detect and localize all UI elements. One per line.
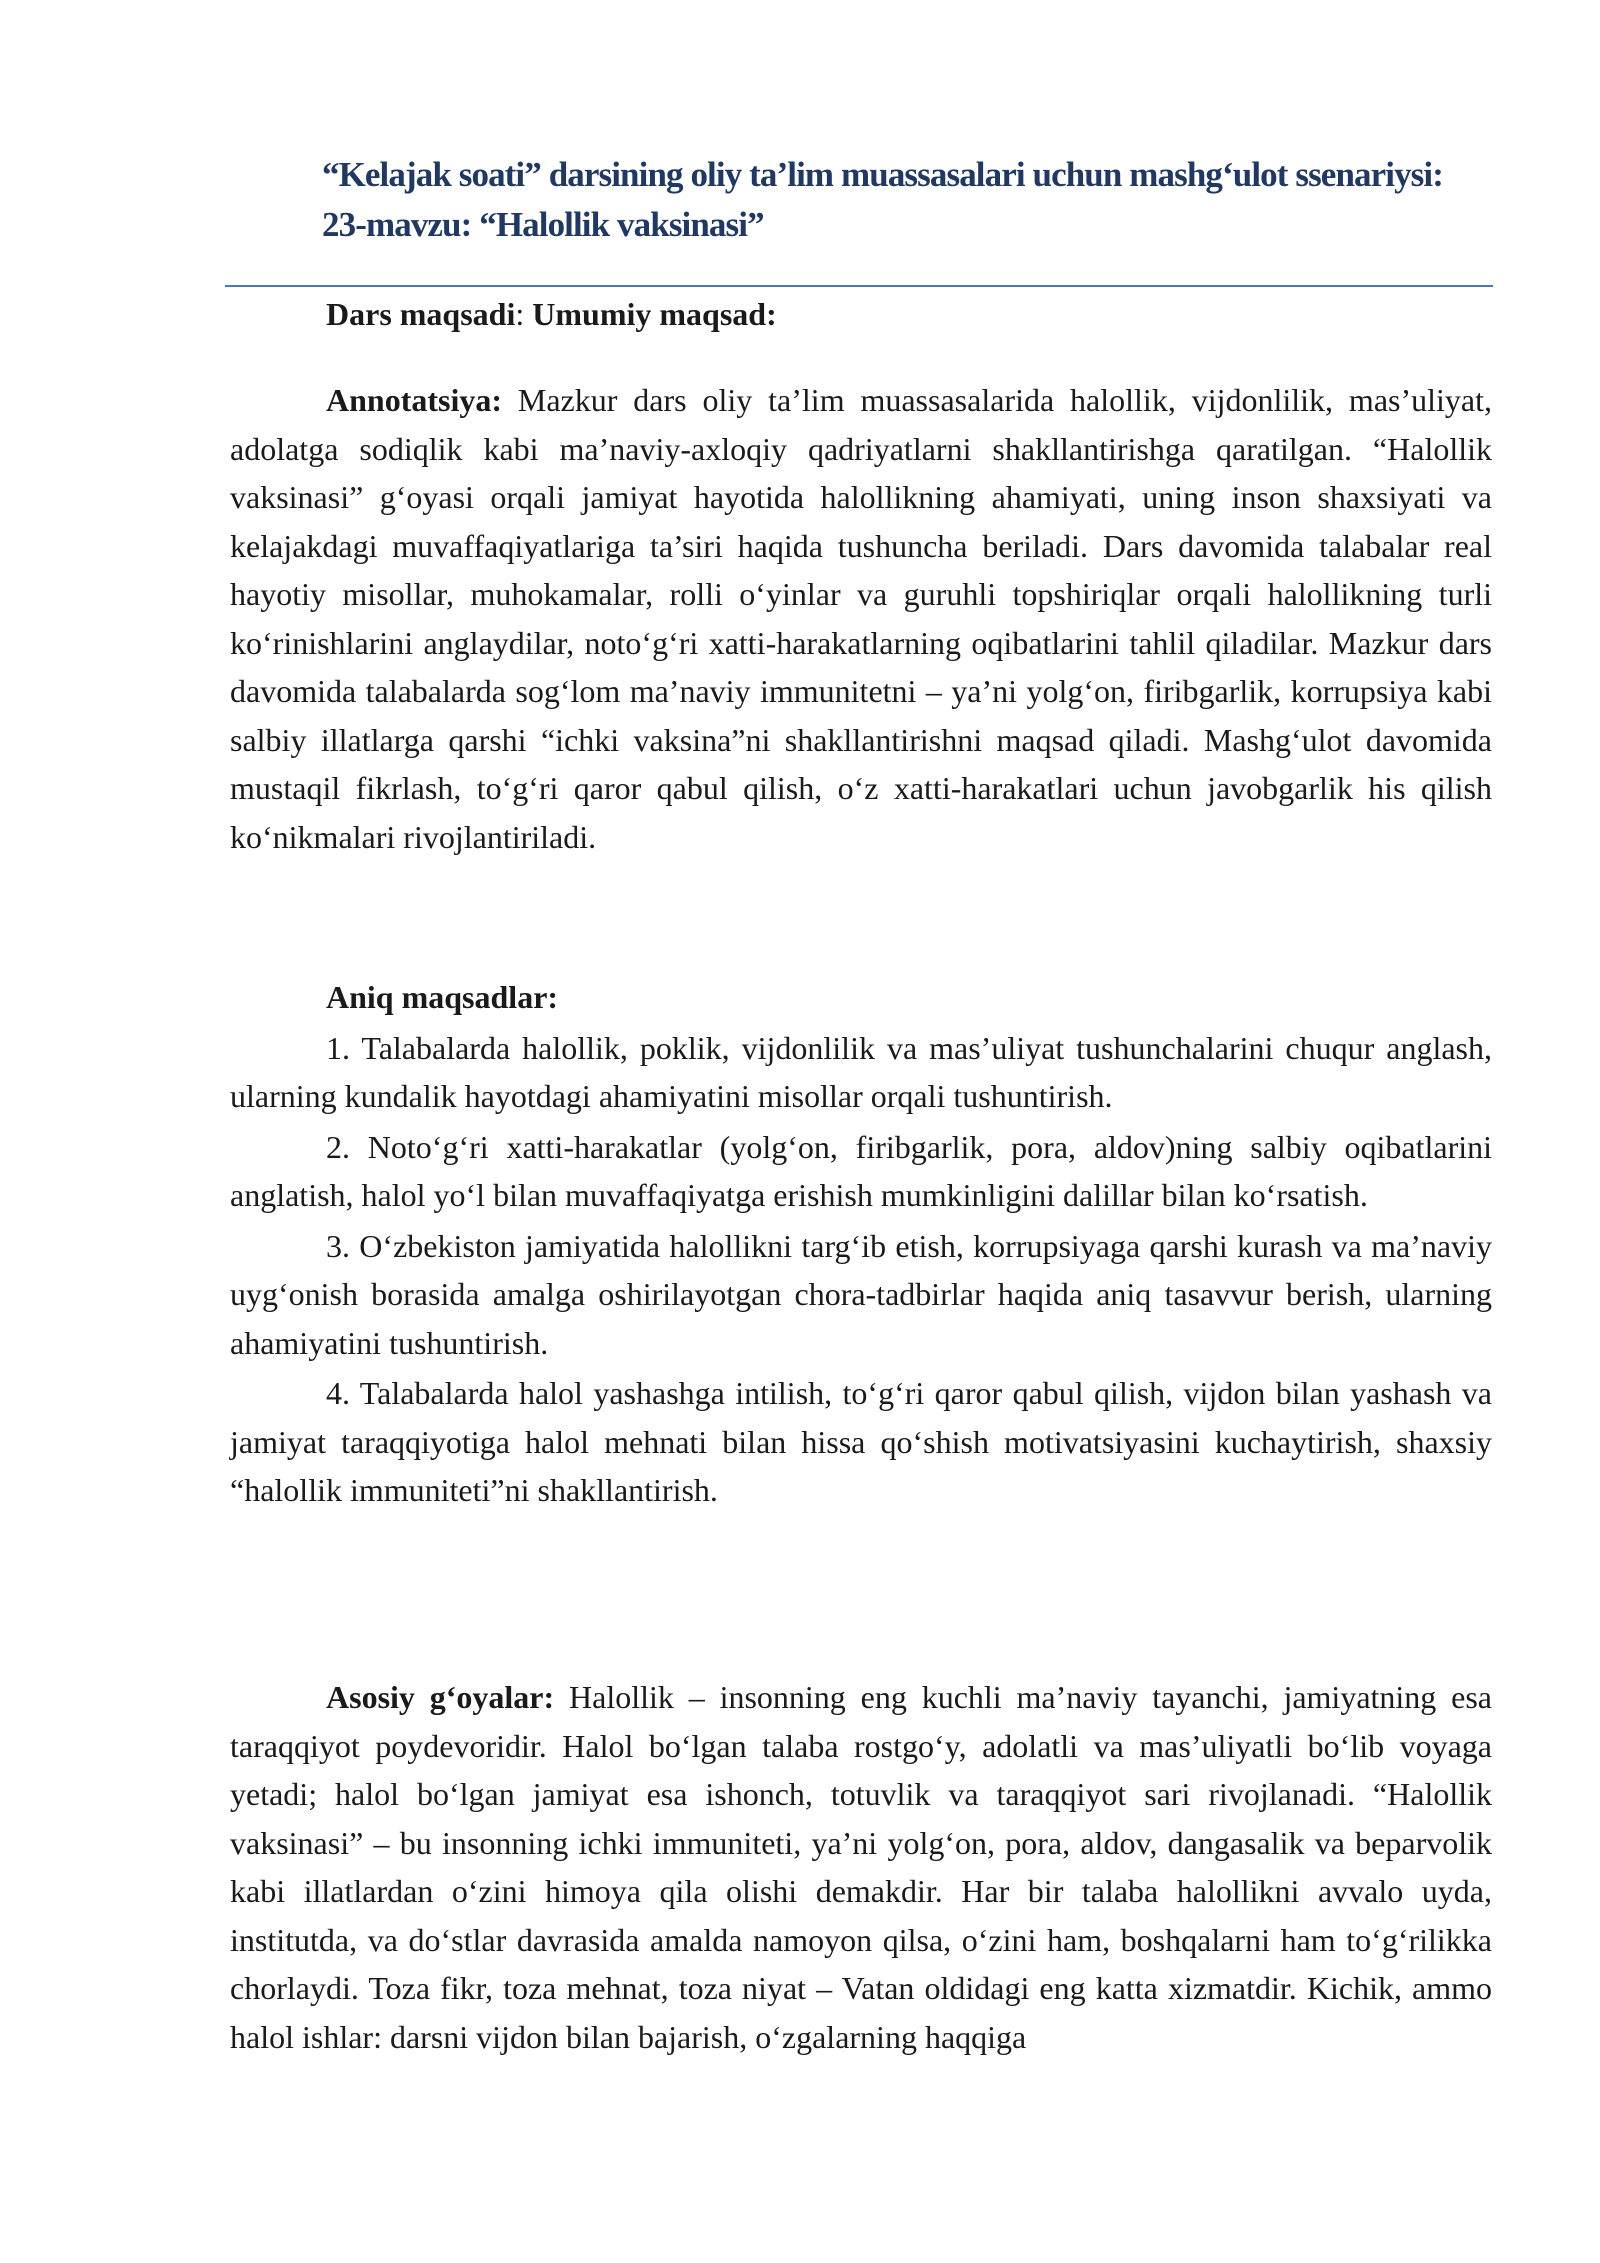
annotatsiya-label: Annotatsiya: <box>326 382 503 418</box>
title-line-1: “Kelajak soati” darsining oliy ta’lim muassasalari uchun mashg‘ulot ssenariysi: <box>322 155 1443 194</box>
title-line-2: 23-mavzu: “Halollik vaksinasi” <box>322 205 764 244</box>
umumiy-maqsad-label: Umumiy maqsad: <box>532 296 777 332</box>
annotatsiya-paragraph <box>230 376 1492 861</box>
asosiy-goyalar-paragraph <box>230 1673 1492 2061</box>
aniq-maqsadlar-section <box>230 973 1492 1517</box>
document-title <box>322 150 1502 250</box>
asosiy-goyalar-text: Halollik – insonning eng kuchli ma’naviy tayanchi, jamiyatning esa taraqqiyot poydevoridir. Halol bo‘lgan talaba rostgo‘y, adolatli va mas’uliyatli bo‘lib voyaga yetadi; halol bo‘lgan jamiyat esa ishonch, totuvlik va taraqqiyot sari rivojlanadi. “Halollik vaksinasi” – bu insonning ichki immuniteti, ya’ni yolg‘on, pora, aldov, dangasalik va beparvolik kabi illatlardan o‘zini himoya qila olishi demakdir. Har bir talaba halollikni avvalo uyda, institutda, va do‘stlar davrasida amalda namoyon qilsa, o‘zini ham, boshqalarni ham to‘g‘rilikka chorlaydi. Toza fikr, toza mehnat, toza niyat – Vatan oldidagi eng katta xizmatdir. Kichik, ammo halol ishlar: darsni vijdon bilan bajarish, o‘zgalarning haqqiga <box>230 1679 1492 2055</box>
dars-maqsadi-line <box>230 286 1492 339</box>
asosiy-goyalar-section <box>230 1673 1492 2061</box>
goal-item: 4. Talabalarda halol yashashga intilish, to‘g‘ri qaror qabul qilish, vijdon bilan yashash va jamiyat taraqqiyotiga halol mehnati bilan hissa qo‘shish motivatsiyasini kuchaytirish, shaxsiy “halollik immuniteti”ni shakllantirish. <box>230 1375 1492 1508</box>
asosiy-goyalar-label: Asosiy g‘oyalar: <box>326 1679 555 1715</box>
dars-maqsadi-label: Dars maqsadi <box>326 296 516 332</box>
dars-maqsadi-colon: : <box>515 296 533 332</box>
goal-item: 1. Talabalarda halollik, poklik, vijdonlilik va mas’uliyat tushunchalarini chuqur anglash, ularning kundalik hayotdagi ahamiyatini misollar orqali tushuntirish. <box>230 1029 1492 1114</box>
aniq-maqsadlar-heading: Aniq maqsadlar: <box>326 979 559 1015</box>
annotatsiya-text: Mazkur dars oliy ta’lim muassasalarida halollik, vijdonlilik, mas’uliyat, adolatga sodiqlik kabi ma’naviy-axloqiy qadriyatlarni shakllantirishga qaratilgan. “Halollik vaksinasi” g‘oyasi orqali jamiyat hayotida halollikning ahamiyati, uning inson shaxsiyati va kelajakdagi muvaffaqiyatlariga ta’siri haqida tushuncha beriladi. Dars davomida talabalar real hayotiy misollar, muhokamalar, rolli o‘yinlar va guruhli topshiriqlar orqali halollikning turli ko‘rinishlarini anglaydilar, noto‘g‘ri xatti-harakatlarning oqibatlarini tahlil qiladilar. Mazkur dars davomida talabalarda sog‘lom ma’naviy immunitetni – ya’ni yolg‘on, firibgarlik, korrupsiya kabi salbiy illatlarga qarshi “ichki vaksina”ni shakllantirishni maqsad qiladi. Mashg‘ulot davomida mustaqil fikrlash, to‘g‘ri qaror qabul qilish, o‘z xatti-harakatlari uchun javobgarlik his qilish ko‘nikmalari rivojlantiriladi. <box>230 382 1492 855</box>
goal-item: 3. O‘zbekiston jamiyatida halollikni targ‘ib etish, korrupsiyaga qarshi kurash va ma’naviy uyg‘onish borasida amalga oshirilayotgan chora-tadbirlar haqida aniq tasavvur berish, ularning ahamiyatini tushuntirish. <box>230 1227 1492 1361</box>
annotatsiya-section <box>230 376 1492 861</box>
goal-item: 2. Noto‘g‘ri xatti-harakatlar (yolg‘on, firibgarlik, pora, aldov)ning salbiy oqibatlarini anglatish, halol yo‘l bilan muvaffaqiyatga erishish mumkinligini dalillar bilan ko‘rsatish. <box>230 1128 1492 1213</box>
